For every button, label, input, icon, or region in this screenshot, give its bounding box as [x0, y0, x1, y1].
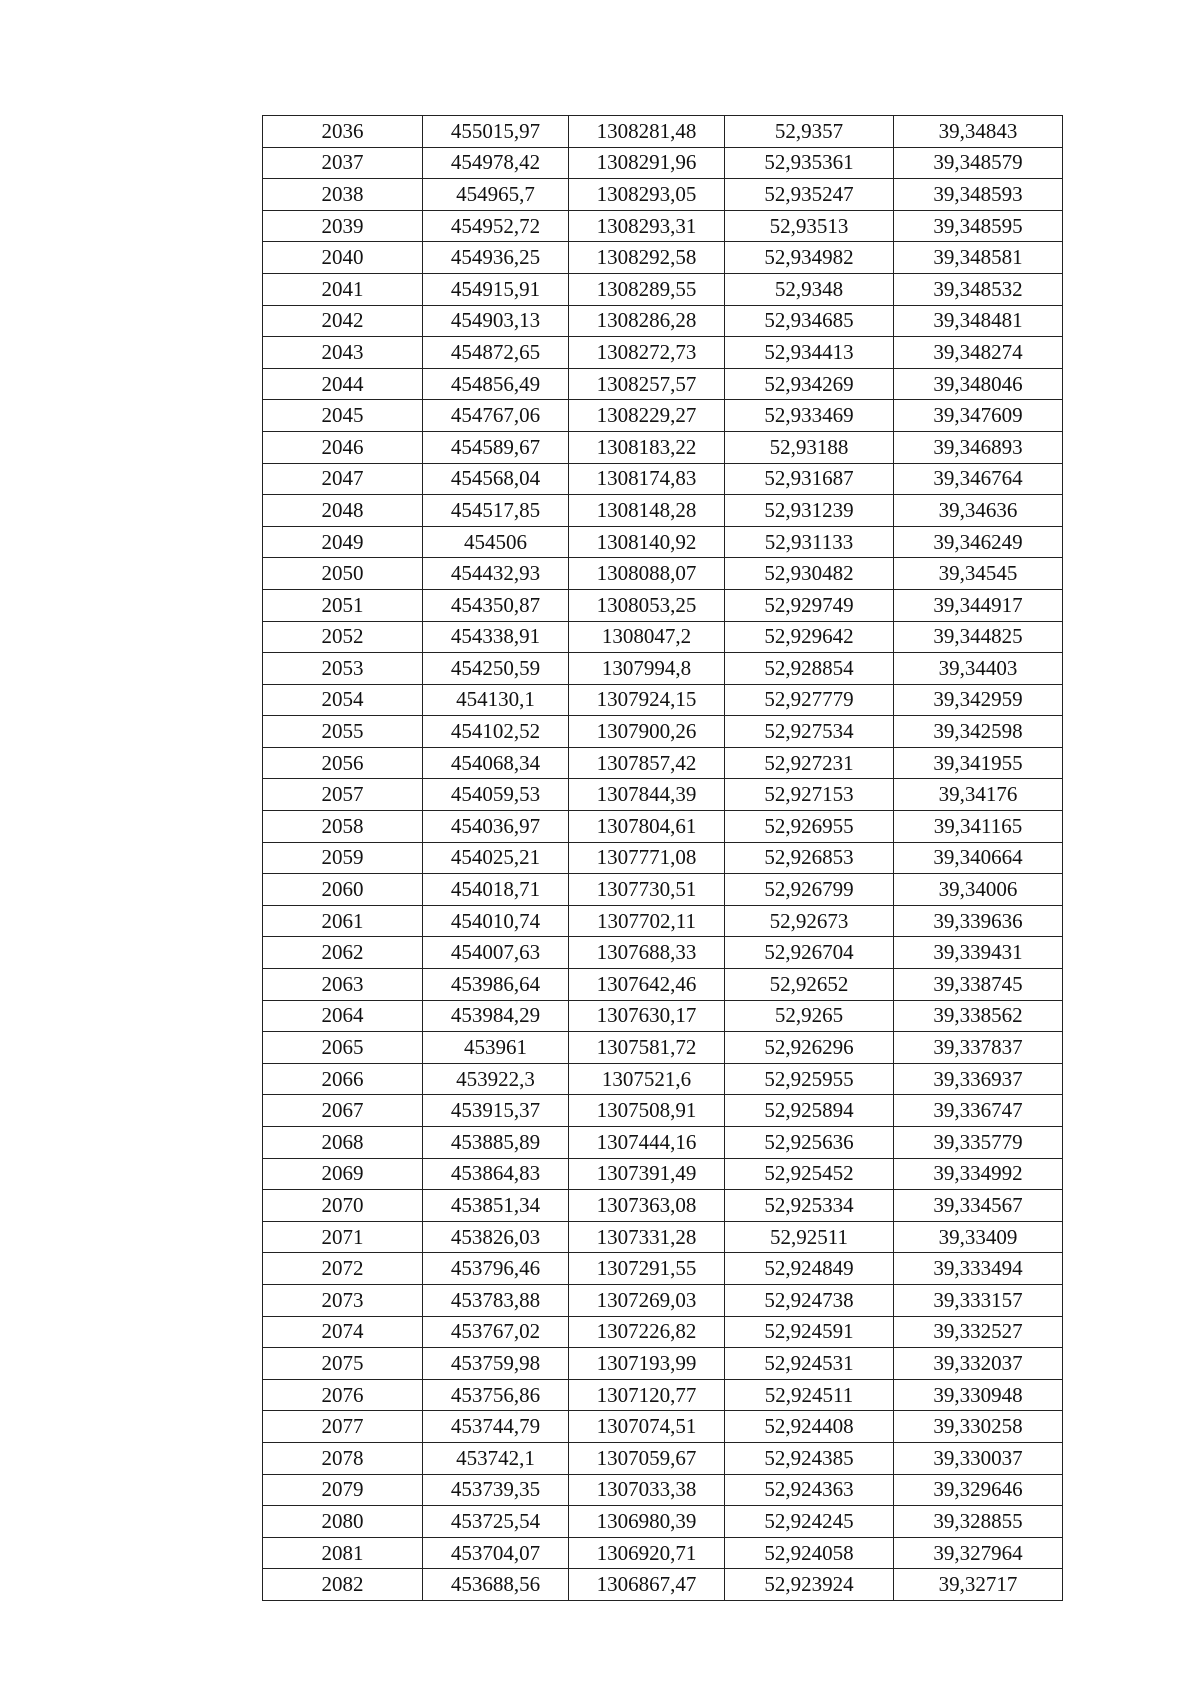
point-number-cell: 2056: [263, 747, 423, 779]
latitude-cell: 52,924385: [725, 1442, 894, 1474]
latitude-cell: 52,924531: [725, 1348, 894, 1380]
point-number-cell: 2064: [263, 1000, 423, 1032]
y-coordinate-cell: 1307688,33: [569, 937, 725, 969]
table-row: [263, 621, 1063, 653]
table-row: [263, 1379, 1063, 1411]
latitude-cell: 52,925334: [725, 1190, 894, 1222]
point-number-cell: 2078: [263, 1442, 423, 1474]
y-coordinate-cell: 1307291,55: [569, 1253, 725, 1285]
x-coordinate-cell: 453796,46: [423, 1253, 569, 1285]
point-number-cell: 2071: [263, 1221, 423, 1253]
table-row: [263, 242, 1063, 274]
point-number-cell: 2049: [263, 526, 423, 558]
longitude-cell: 39,34636: [894, 495, 1063, 527]
latitude-cell: 52,934685: [725, 305, 894, 337]
x-coordinate-cell: 454018,71: [423, 874, 569, 906]
point-number-cell: 2065: [263, 1032, 423, 1064]
x-coordinate-cell: 454978,42: [423, 147, 569, 179]
x-coordinate-cell: 454952,72: [423, 210, 569, 242]
longitude-cell: 39,338745: [894, 969, 1063, 1001]
latitude-cell: 52,934269: [725, 368, 894, 400]
x-coordinate-cell: 453756,86: [423, 1379, 569, 1411]
x-coordinate-cell: 454903,13: [423, 305, 569, 337]
longitude-cell: 39,339636: [894, 905, 1063, 937]
y-coordinate-cell: 1307120,77: [569, 1379, 725, 1411]
y-coordinate-cell: 1307269,03: [569, 1284, 725, 1316]
y-coordinate-cell: 1307994,8: [569, 653, 725, 685]
point-number-cell: 2073: [263, 1284, 423, 1316]
latitude-cell: 52,9357: [725, 116, 894, 148]
longitude-cell: 39,333494: [894, 1253, 1063, 1285]
table-row: [263, 179, 1063, 211]
y-coordinate-cell: 1307642,46: [569, 969, 725, 1001]
latitude-cell: 52,925955: [725, 1063, 894, 1095]
point-number-cell: 2053: [263, 653, 423, 685]
point-number-cell: 2057: [263, 779, 423, 811]
y-coordinate-cell: 1307900,26: [569, 716, 725, 748]
x-coordinate-cell: 454568,04: [423, 463, 569, 495]
y-coordinate-cell: 1308047,2: [569, 621, 725, 653]
table-row: [263, 779, 1063, 811]
latitude-cell: 52,93513: [725, 210, 894, 242]
table-row: [263, 937, 1063, 969]
table-row: [263, 589, 1063, 621]
y-coordinate-cell: 1307730,51: [569, 874, 725, 906]
x-coordinate-cell: 453851,34: [423, 1190, 569, 1222]
longitude-cell: 39,346249: [894, 526, 1063, 558]
x-coordinate-cell: 453961: [423, 1032, 569, 1064]
longitude-cell: 39,335779: [894, 1127, 1063, 1159]
latitude-cell: 52,92511: [725, 1221, 894, 1253]
table-row: [263, 210, 1063, 242]
longitude-cell: 39,34843: [894, 116, 1063, 148]
longitude-cell: 39,328855: [894, 1506, 1063, 1538]
table-row: [263, 526, 1063, 558]
table-row: [263, 400, 1063, 432]
point-number-cell: 2046: [263, 431, 423, 463]
table-row: [263, 1284, 1063, 1316]
latitude-cell: 52,9348: [725, 273, 894, 305]
point-number-cell: 2042: [263, 305, 423, 337]
x-coordinate-cell: 453826,03: [423, 1221, 569, 1253]
latitude-cell: 52,924245: [725, 1506, 894, 1538]
table-row: [263, 558, 1063, 590]
x-coordinate-cell: 453922,3: [423, 1063, 569, 1095]
longitude-cell: 39,342598: [894, 716, 1063, 748]
point-number-cell: 2072: [263, 1253, 423, 1285]
latitude-cell: 52,926853: [725, 842, 894, 874]
longitude-cell: 39,336747: [894, 1095, 1063, 1127]
y-coordinate-cell: 1308291,96: [569, 147, 725, 179]
y-coordinate-cell: 1307444,16: [569, 1127, 725, 1159]
y-coordinate-cell: 1307508,91: [569, 1095, 725, 1127]
table-row: [263, 495, 1063, 527]
point-number-cell: 2066: [263, 1063, 423, 1095]
latitude-cell: 52,925452: [725, 1158, 894, 1190]
y-coordinate-cell: 1307391,49: [569, 1158, 725, 1190]
y-coordinate-cell: 1308088,07: [569, 558, 725, 590]
longitude-cell: 39,329646: [894, 1474, 1063, 1506]
y-coordinate-cell: 1307630,17: [569, 1000, 725, 1032]
longitude-cell: 39,339431: [894, 937, 1063, 969]
y-coordinate-cell: 1307331,28: [569, 1221, 725, 1253]
table-row: [263, 1442, 1063, 1474]
point-number-cell: 2050: [263, 558, 423, 590]
longitude-cell: 39,338562: [894, 1000, 1063, 1032]
longitude-cell: 39,334567: [894, 1190, 1063, 1222]
table-row: [263, 431, 1063, 463]
coordinates-table-body: [263, 116, 1063, 1601]
coordinates-table: [262, 115, 1063, 1601]
x-coordinate-cell: 453744,79: [423, 1411, 569, 1443]
table-row: [263, 747, 1063, 779]
y-coordinate-cell: 1307857,42: [569, 747, 725, 779]
point-number-cell: 2079: [263, 1474, 423, 1506]
table-row: [263, 1127, 1063, 1159]
point-number-cell: 2041: [263, 273, 423, 305]
longitude-cell: 39,344825: [894, 621, 1063, 653]
table-row: [263, 116, 1063, 148]
y-coordinate-cell: 1308292,58: [569, 242, 725, 274]
point-number-cell: 2070: [263, 1190, 423, 1222]
point-number-cell: 2077: [263, 1411, 423, 1443]
point-number-cell: 2080: [263, 1506, 423, 1538]
x-coordinate-cell: 454250,59: [423, 653, 569, 685]
table-row: [263, 1537, 1063, 1569]
table-row: [263, 463, 1063, 495]
x-coordinate-cell: 454338,91: [423, 621, 569, 653]
y-coordinate-cell: 1307581,72: [569, 1032, 725, 1064]
table-row: [263, 1000, 1063, 1032]
x-coordinate-cell: 454589,67: [423, 431, 569, 463]
latitude-cell: 52,929749: [725, 589, 894, 621]
y-coordinate-cell: 1307193,99: [569, 1348, 725, 1380]
longitude-cell: 39,333157: [894, 1284, 1063, 1316]
x-coordinate-cell: 453742,1: [423, 1442, 569, 1474]
y-coordinate-cell: 1308229,27: [569, 400, 725, 432]
point-number-cell: 2055: [263, 716, 423, 748]
point-number-cell: 2074: [263, 1316, 423, 1348]
table-row: [263, 684, 1063, 716]
latitude-cell: 52,930482: [725, 558, 894, 590]
point-number-cell: 2060: [263, 874, 423, 906]
point-number-cell: 2045: [263, 400, 423, 432]
x-coordinate-cell: 454068,34: [423, 747, 569, 779]
x-coordinate-cell: 453739,35: [423, 1474, 569, 1506]
table-row: [263, 1411, 1063, 1443]
latitude-cell: 52,924738: [725, 1284, 894, 1316]
table-row: [263, 1190, 1063, 1222]
latitude-cell: 52,934982: [725, 242, 894, 274]
point-number-cell: 2044: [263, 368, 423, 400]
latitude-cell: 52,93188: [725, 431, 894, 463]
table-row: [263, 1095, 1063, 1127]
longitude-cell: 39,327964: [894, 1537, 1063, 1569]
latitude-cell: 52,927779: [725, 684, 894, 716]
longitude-cell: 39,330948: [894, 1379, 1063, 1411]
table-row: [263, 1032, 1063, 1064]
y-coordinate-cell: 1308281,48: [569, 116, 725, 148]
table-row: [263, 653, 1063, 685]
table-row: [263, 273, 1063, 305]
longitude-cell: 39,336937: [894, 1063, 1063, 1095]
latitude-cell: 52,929642: [725, 621, 894, 653]
latitude-cell: 52,935247: [725, 179, 894, 211]
latitude-cell: 52,9265: [725, 1000, 894, 1032]
x-coordinate-cell: 455015,97: [423, 116, 569, 148]
point-number-cell: 2054: [263, 684, 423, 716]
latitude-cell: 52,927231: [725, 747, 894, 779]
longitude-cell: 39,337837: [894, 1032, 1063, 1064]
table-row: [263, 1253, 1063, 1285]
x-coordinate-cell: 454767,06: [423, 400, 569, 432]
point-number-cell: 2075: [263, 1348, 423, 1380]
latitude-cell: 52,927153: [725, 779, 894, 811]
y-coordinate-cell: 1307521,6: [569, 1063, 725, 1095]
longitude-cell: 39,346764: [894, 463, 1063, 495]
point-number-cell: 2038: [263, 179, 423, 211]
point-number-cell: 2047: [263, 463, 423, 495]
latitude-cell: 52,924408: [725, 1411, 894, 1443]
x-coordinate-cell: 454010,74: [423, 905, 569, 937]
table-row: [263, 147, 1063, 179]
longitude-cell: 39,340664: [894, 842, 1063, 874]
longitude-cell: 39,348532: [894, 273, 1063, 305]
point-number-cell: 2058: [263, 811, 423, 843]
table-row: [263, 811, 1063, 843]
y-coordinate-cell: 1307059,67: [569, 1442, 725, 1474]
x-coordinate-cell: 454130,1: [423, 684, 569, 716]
x-coordinate-cell: 453767,02: [423, 1316, 569, 1348]
y-coordinate-cell: 1307363,08: [569, 1190, 725, 1222]
x-coordinate-cell: 454007,63: [423, 937, 569, 969]
latitude-cell: 52,933469: [725, 400, 894, 432]
longitude-cell: 39,348481: [894, 305, 1063, 337]
y-coordinate-cell: 1308289,55: [569, 273, 725, 305]
latitude-cell: 52,924511: [725, 1379, 894, 1411]
longitude-cell: 39,348593: [894, 179, 1063, 211]
latitude-cell: 52,924363: [725, 1474, 894, 1506]
point-number-cell: 2043: [263, 337, 423, 369]
table-row: [263, 1569, 1063, 1601]
y-coordinate-cell: 1308257,57: [569, 368, 725, 400]
y-coordinate-cell: 1307804,61: [569, 811, 725, 843]
table-row: [263, 716, 1063, 748]
x-coordinate-cell: 454025,21: [423, 842, 569, 874]
y-coordinate-cell: 1307924,15: [569, 684, 725, 716]
x-coordinate-cell: 454915,91: [423, 273, 569, 305]
latitude-cell: 52,925636: [725, 1127, 894, 1159]
latitude-cell: 52,92652: [725, 969, 894, 1001]
longitude-cell: 39,348046: [894, 368, 1063, 400]
y-coordinate-cell: 1306920,71: [569, 1537, 725, 1569]
latitude-cell: 52,924591: [725, 1316, 894, 1348]
latitude-cell: 52,926296: [725, 1032, 894, 1064]
latitude-cell: 52,934413: [725, 337, 894, 369]
longitude-cell: 39,34403: [894, 653, 1063, 685]
y-coordinate-cell: 1308272,73: [569, 337, 725, 369]
longitude-cell: 39,348274: [894, 337, 1063, 369]
x-coordinate-cell: 453759,98: [423, 1348, 569, 1380]
longitude-cell: 39,330258: [894, 1411, 1063, 1443]
latitude-cell: 52,92673: [725, 905, 894, 937]
x-coordinate-cell: 454856,49: [423, 368, 569, 400]
latitude-cell: 52,931239: [725, 495, 894, 527]
y-coordinate-cell: 1307844,39: [569, 779, 725, 811]
longitude-cell: 39,33409: [894, 1221, 1063, 1253]
longitude-cell: 39,348595: [894, 210, 1063, 242]
point-number-cell: 2052: [263, 621, 423, 653]
x-coordinate-cell: 454517,85: [423, 495, 569, 527]
longitude-cell: 39,34545: [894, 558, 1063, 590]
table-row: [263, 368, 1063, 400]
point-number-cell: 2040: [263, 242, 423, 274]
x-coordinate-cell: 453885,89: [423, 1127, 569, 1159]
point-number-cell: 2037: [263, 147, 423, 179]
longitude-cell: 39,332037: [894, 1348, 1063, 1380]
x-coordinate-cell: 453986,64: [423, 969, 569, 1001]
point-number-cell: 2082: [263, 1569, 423, 1601]
x-coordinate-cell: 454506: [423, 526, 569, 558]
table-row: [263, 305, 1063, 337]
point-number-cell: 2076: [263, 1379, 423, 1411]
y-coordinate-cell: 1307702,11: [569, 905, 725, 937]
y-coordinate-cell: 1308148,28: [569, 495, 725, 527]
y-coordinate-cell: 1308174,83: [569, 463, 725, 495]
latitude-cell: 52,924849: [725, 1253, 894, 1285]
x-coordinate-cell: 453725,54: [423, 1506, 569, 1538]
longitude-cell: 39,348579: [894, 147, 1063, 179]
latitude-cell: 52,924058: [725, 1537, 894, 1569]
point-number-cell: 2061: [263, 905, 423, 937]
latitude-cell: 52,925894: [725, 1095, 894, 1127]
table-row: [263, 1506, 1063, 1538]
longitude-cell: 39,341955: [894, 747, 1063, 779]
longitude-cell: 39,334992: [894, 1158, 1063, 1190]
point-number-cell: 2039: [263, 210, 423, 242]
x-coordinate-cell: 454432,93: [423, 558, 569, 590]
point-number-cell: 2063: [263, 969, 423, 1001]
longitude-cell: 39,346893: [894, 431, 1063, 463]
y-coordinate-cell: 1307771,08: [569, 842, 725, 874]
y-coordinate-cell: 1307033,38: [569, 1474, 725, 1506]
x-coordinate-cell: 453915,37: [423, 1095, 569, 1127]
point-number-cell: 2051: [263, 589, 423, 621]
table-row: [263, 1316, 1063, 1348]
table-row: [263, 1158, 1063, 1190]
longitude-cell: 39,344917: [894, 589, 1063, 621]
table-row: [263, 905, 1063, 937]
longitude-cell: 39,34006: [894, 874, 1063, 906]
table-row: [263, 337, 1063, 369]
x-coordinate-cell: 453783,88: [423, 1284, 569, 1316]
table-row: [263, 1063, 1063, 1095]
point-number-cell: 2067: [263, 1095, 423, 1127]
point-number-cell: 2068: [263, 1127, 423, 1159]
y-coordinate-cell: 1307074,51: [569, 1411, 725, 1443]
y-coordinate-cell: 1308053,25: [569, 589, 725, 621]
x-coordinate-cell: 454036,97: [423, 811, 569, 843]
latitude-cell: 52,935361: [725, 147, 894, 179]
latitude-cell: 52,931687: [725, 463, 894, 495]
y-coordinate-cell: 1308293,05: [569, 179, 725, 211]
x-coordinate-cell: 454936,25: [423, 242, 569, 274]
point-number-cell: 2069: [263, 1158, 423, 1190]
latitude-cell: 52,926799: [725, 874, 894, 906]
latitude-cell: 52,927534: [725, 716, 894, 748]
table-row: [263, 1474, 1063, 1506]
latitude-cell: 52,926704: [725, 937, 894, 969]
longitude-cell: 39,34176: [894, 779, 1063, 811]
point-number-cell: 2048: [263, 495, 423, 527]
table-row: [263, 842, 1063, 874]
longitude-cell: 39,332527: [894, 1316, 1063, 1348]
longitude-cell: 39,330037: [894, 1442, 1063, 1474]
point-number-cell: 2059: [263, 842, 423, 874]
latitude-cell: 52,926955: [725, 811, 894, 843]
y-coordinate-cell: 1306980,39: [569, 1506, 725, 1538]
x-coordinate-cell: 453704,07: [423, 1537, 569, 1569]
y-coordinate-cell: 1307226,82: [569, 1316, 725, 1348]
latitude-cell: 52,923924: [725, 1569, 894, 1601]
table-row: [263, 1348, 1063, 1380]
x-coordinate-cell: 453864,83: [423, 1158, 569, 1190]
x-coordinate-cell: 454872,65: [423, 337, 569, 369]
x-coordinate-cell: 454102,52: [423, 716, 569, 748]
longitude-cell: 39,342959: [894, 684, 1063, 716]
latitude-cell: 52,928854: [725, 653, 894, 685]
point-number-cell: 2062: [263, 937, 423, 969]
x-coordinate-cell: 453984,29: [423, 1000, 569, 1032]
y-coordinate-cell: 1306867,47: [569, 1569, 725, 1601]
x-coordinate-cell: 454350,87: [423, 589, 569, 621]
table-row: [263, 874, 1063, 906]
table-row: [263, 1221, 1063, 1253]
y-coordinate-cell: 1308183,22: [569, 431, 725, 463]
point-number-cell: 2036: [263, 116, 423, 148]
longitude-cell: 39,32717: [894, 1569, 1063, 1601]
x-coordinate-cell: 453688,56: [423, 1569, 569, 1601]
longitude-cell: 39,341165: [894, 811, 1063, 843]
x-coordinate-cell: 454965,7: [423, 179, 569, 211]
latitude-cell: 52,931133: [725, 526, 894, 558]
y-coordinate-cell: 1308140,92: [569, 526, 725, 558]
point-number-cell: 2081: [263, 1537, 423, 1569]
table-row: [263, 969, 1063, 1001]
longitude-cell: 39,348581: [894, 242, 1063, 274]
longitude-cell: 39,347609: [894, 400, 1063, 432]
y-coordinate-cell: 1308286,28: [569, 305, 725, 337]
y-coordinate-cell: 1308293,31: [569, 210, 725, 242]
x-coordinate-cell: 454059,53: [423, 779, 569, 811]
